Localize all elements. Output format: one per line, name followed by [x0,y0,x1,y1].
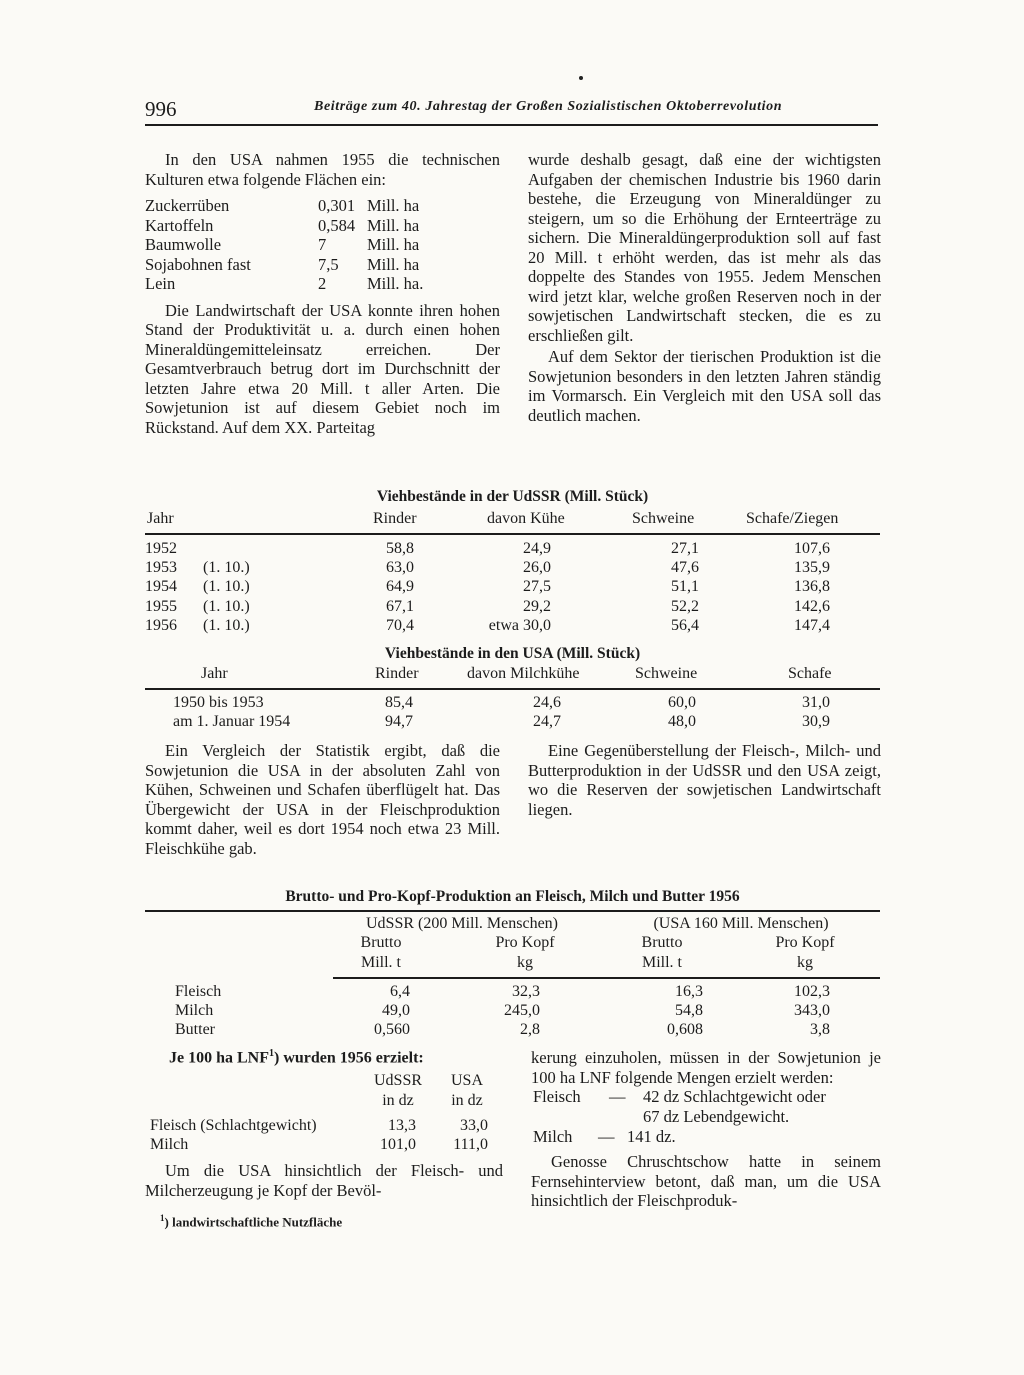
right-column-top [528,150,881,425]
list-item: Lein 2 Mill. ha. [145,274,424,293]
column-header: Schafe [788,665,832,682]
table-row: 1955 (1. 10.) 67,1 29,2 52,2 142,6 [145,598,830,615]
table-title-udssr-livestock: Viehbestände in der UdSSR (Mill. Stück) [376,488,649,505]
table-row: Milch 49,0 245,0 54,8 343,0 [175,1002,830,1019]
column-header: Brutto [641,934,683,951]
list-item: Fleisch [533,1087,581,1106]
fertilizer-paragraph: Die Landwirtschaft der USA konnte ihren hohen Stand der Produktivität u. a. durch einen hohen Mineraldüngemitteleinsatz erreichen. Der Gesamtverbrauch betrug dort im Durchschnitt der letzten Jahre etwa 20 Mill. t aller Arten. Die Sowjetunion ist auf diesem Gebiet noch im Rückstand. Auf dem XX. Parteitag [145,300,500,437]
column-header: USA [450,1072,483,1089]
list-item: Kartoffeln 0,584 Mill. ha [145,215,420,235]
header-rule [145,124,878,126]
table-rule [145,688,880,690]
catch-up-continued-paragraph: kerung einzuholen, müssen in der Sowjetunion je 100 ha LNF folgende Mengen erzielt werden: [531,1048,881,1087]
column-header: Rinder [375,665,419,682]
column-header: Brutto [360,934,402,951]
table-usa-livestock [145,664,880,734]
table-row: Fleisch 6,4 32,3 16,3 102,3 [175,983,830,1000]
left-column-bottom [145,1161,503,1200]
column-header: davon Milchkühe [467,665,580,682]
column-header: davon Kühe [487,510,565,527]
list-item: Milch [533,1127,573,1146]
page-number: 996 [145,97,177,121]
column-header: UdSSR [373,1072,423,1089]
table-row: 1952 58,8 24,9 27,1 107,6 [145,540,830,557]
column-group-udssr: UdSSR (200 Mill. Menschen) [366,915,558,932]
intro-paragraph: In den USA nahmen 1955 die technischen Kulturen etwa folgende Flächen ein: [145,150,500,189]
fertilizer-continued-paragraph: wurde deshalb gesagt, daß eine der wichtigsten Aufgaben der chemischen Industrie bis 1960 darin bestehe, die Erzeugung von Mineraldünger zu steigern, um so die Erhöhung der Ernteerträge zu sichern. Die Mineraldüngerproduktion soll auf fast 20 Mill. t erhöht werden, das ist mehr als das doppelte des Standes von 1955. Jedem Menschen wird jetzt klar, welche großen Reserven noch in der sowjetischen Landwirtschaft stecken, die es zu erschließen gilt. [528,150,881,345]
column-header: Jahr [147,510,174,527]
table-rule [333,977,880,979]
right-column-middle [528,741,881,819]
table-title-usa-livestock: Viehbestände in den USA (Mill. Stück) [384,645,641,662]
table-row: Fleisch (Schlachtgewicht) 13,3 33,0 [150,1117,488,1134]
table-udssr-livestock [145,508,880,638]
list-item: Baumwolle 7 Mill. ha [145,235,420,254]
table-row: 1956 (1. 10.) 70,4 etwa 30,0 56,4 147,4 [145,617,830,634]
production-intro-paragraph: Eine Gegenüberstellung der Fleisch-, Milch- und Butterproduktion in der UdSSR und den USA zeigt, wo die Reserven der sowjetischen Landwirtschaft liegen. [528,741,881,819]
catch-up-paragraph: Um die USA hinsichtlich der Fleisch- und Milcherzeugung je Kopf der Bevöl- [145,1161,503,1200]
table-per-100ha [145,1048,505,1160]
column-unit: Mill. t [641,954,682,971]
column-header: Pro Kopf [495,934,555,951]
column-group-usa: (USA 160 Mill. Menschen) [653,915,829,932]
table-rule [145,533,880,535]
column-unit: in dz [382,1092,414,1109]
column-header: Jahr [201,665,228,682]
column-header: Schweine [632,510,695,527]
table-row: 1953 (1. 10.) 63,0 26,0 47,6 135,9 [145,559,830,576]
column-header: Pro Kopf [775,934,835,951]
table-row: Milch 101,0 111,0 [150,1136,488,1153]
column-unit: kg [797,954,813,971]
running-title: Beiträge zum 40. Jahrestag der Großen Sozialistischen Oktoberrevolution [314,99,783,114]
page-header [0,0,1024,130]
list-item: Zuckerrüben 0,301 Mill. ha [145,196,420,215]
table-production [145,912,880,1042]
table-title-production: Brutto- und Pro-Kopf-Produktion an Fleisch, Milch und Butter 1956 [285,888,740,905]
livestock-intro-paragraph: Auf dem Sektor der tierischen Produktion ist die Sowjetunion besonders in den letzten Jahren ständig im Vormarsch. Ein Vergleich mit den USA soll das deutlich machen. [528,347,881,425]
column-unit: kg [517,954,533,971]
right-column-bottom [531,1048,881,1211]
column-unit: in dz [451,1092,483,1109]
table-row: am 1. Januar 1954 94,7 24,7 48,0 30,9 [173,713,830,730]
list-item: Sojabohnen fast 7,5 Mill. ha [145,254,420,274]
column-header: Schweine [635,665,698,682]
chrushchev-paragraph: Genosse Chruschtschow hatte in seinem Fernsehinterview betont, daß man, um die USA hinsichtlich der Fleischproduk- [531,1152,881,1210]
table-title-per-100ha: Je 100 ha LNF$^1$) wurden 1956 erzielt: [169,1048,424,1067]
footnote: $^1$) landwirtschaftliche Nutzfläche [160,1213,343,1230]
left-column-middle [145,741,500,858]
crop-area-list [145,196,500,294]
column-header: Rinder [373,510,417,527]
comparison-paragraph: Ein Vergleich der Statistik ergibt, daß die Sowjetunion die USA in der absoluten Zahl von Kühen, Schweinen und Schafen überflügelt hat. Das Übergewicht der USA in der Fleischproduktion kommt daher, weil es dort 1954 noch etwa 23 Mill. Fleischkühe gab. [145,741,500,858]
left-column-top [145,150,500,437]
ink-speck [579,76,583,80]
table-row: 1950 bis 1953 85,4 24,6 60,0 31,0 [173,694,830,711]
table-row: Butter 0,560 2,8 0,608 3,8 [175,1021,830,1038]
column-unit: Mill. t [360,954,401,971]
table-row: 1954 (1. 10.) 64,9 27,5 51,1 136,8 [145,578,830,595]
target-list: Fleisch — 42 dz Schlachtgewicht oder 67 dz Lebendgewicht. Milch — 141 dz. [533,1087,826,1146]
column-header: Schafe/Ziegen [746,510,839,527]
